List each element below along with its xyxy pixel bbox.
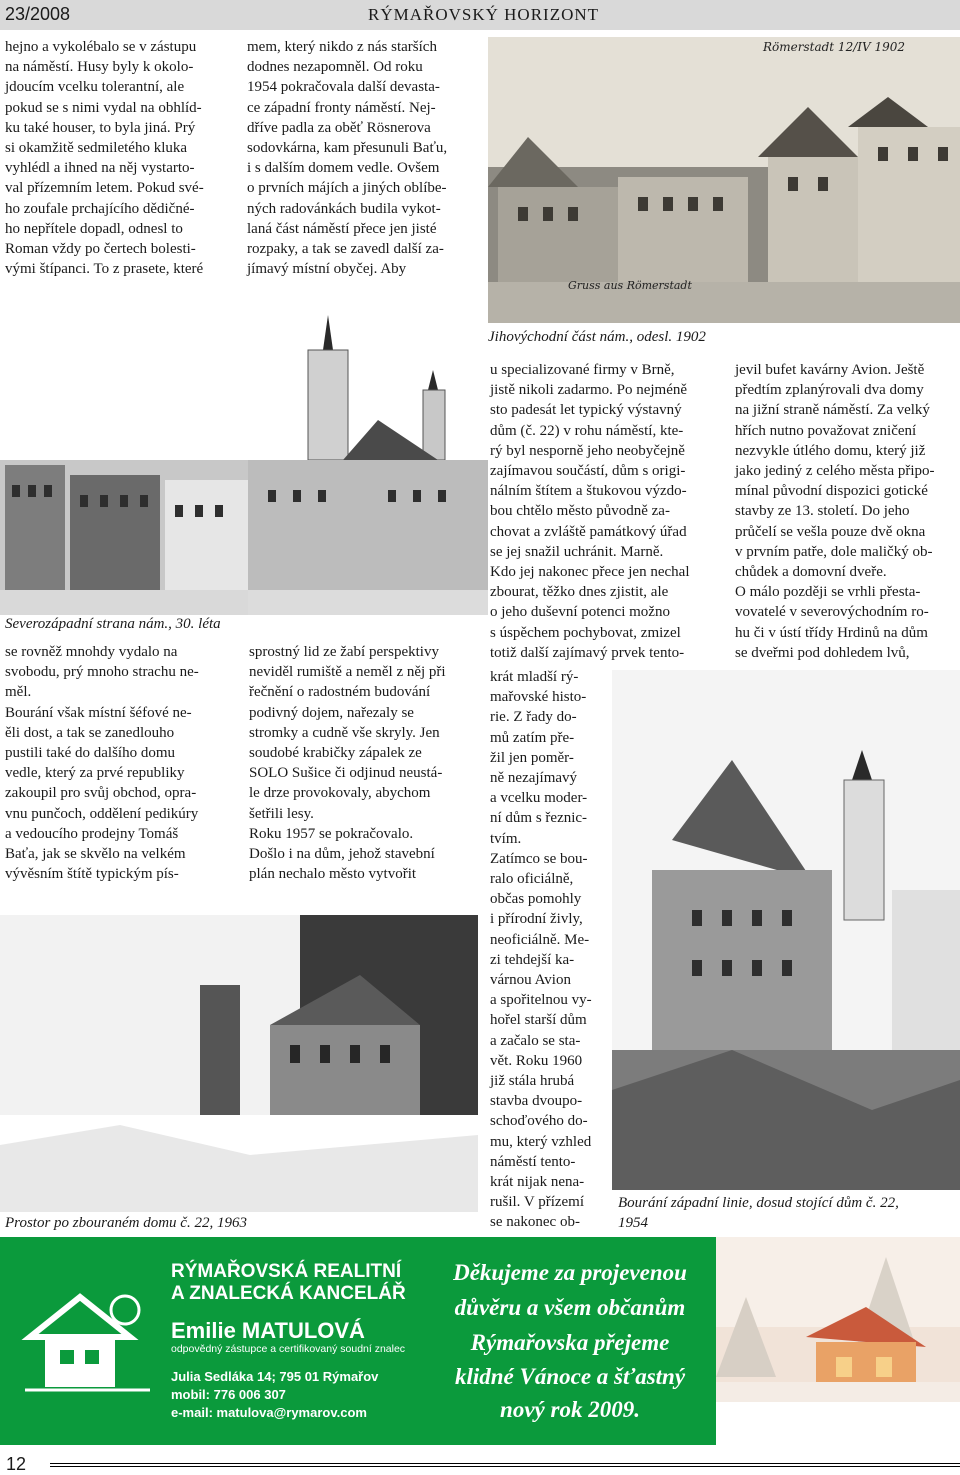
text-column-6: jevil bufet kavárny Avion. Ještě předtím zplanýrovali dva domy na jižní straně náměstí. Za velký hřích nutno považovat zničení nezvykle útlého domu, který již jako jediný z celého města připo- mínal původní dispozici gotické stavby ze 13. století. Do jeho průčelí se vešla pouze dvě okna v prvním patře, dole maličký ob- chůdek a domovní dveře. O málo později se vrhli přesta- vovatelé v severovýchodním ro- hu či v ústí třídy Hrdinů na dům se dveřmi pod dohledem lvů, xyxy=(735,362,935,661)
footer-rule-top xyxy=(50,1463,960,1464)
page-header xyxy=(0,0,960,30)
ad-address: Julia Sedláka 14; 795 01 Rýmařov xyxy=(171,1369,379,1384)
church-photo xyxy=(248,310,488,615)
ad-title-line2: A ZNALECKÁ KANCELÁŘ xyxy=(171,1283,406,1304)
postcard-photo xyxy=(488,37,960,323)
ad-email: e-mail: matulova@rymarov.com xyxy=(171,1405,367,1420)
caption-postcard: Jihovýchodní část nám., odesl. 1902 xyxy=(488,329,706,345)
greeting-line-5: nový rok 2009. xyxy=(500,1397,640,1422)
text-column-2: mem, který nikdo z nás starších dodnes nezapomněl. Od roku 1954 pokračovala další devasta- ce západní fronty náměstí. Nej- dříve padla za oběť Rösnerova sodovkárna, kam přesunuli Baťu, i s dalším domem vedle. Ovšem o prvních májích a jiných oblíbe- ných radovánkách budila vykot- laná část náměstí přece jen jisté rozpaky, a tak se zavedl další za- jímavý místní obyčej. Aby xyxy=(247,39,448,278)
ad-person-name: Emilie MATULOVÁ xyxy=(171,1318,365,1343)
caption-northwest: Severozápadní strana nám., 30. léta xyxy=(5,616,221,632)
postcard-date: Römerstadt 12/IV 1902 xyxy=(763,40,906,54)
text-column-4: sprostný lid ze žabí perspektivy neviděl rumiště a neměl z něj při řečnění o radostném budování podivný dojem, nařezaly se stromky a cudně vše skryly. Jen soudobé krabičky zápalek ze SOLO Sušice či odjinud neustá- le drze provokovaly, abychom šetřili lesy. Roku 1957 se pokračovalo. Došlo i na dům, jehož stavební plán nechalo město vytvořit xyxy=(249,644,446,883)
greeting-line-2: důvěru a všem občanům xyxy=(454,1295,686,1320)
page-number: 12 xyxy=(6,1454,27,1474)
magazine-title: RÝMAŘOVSKÝ HORIZONT xyxy=(368,5,600,24)
ad-subtitle: odpovědný zástupce a certifikovaný soudní znalec xyxy=(171,1343,406,1355)
postcard-greeting: Gruss aus Römerstadt xyxy=(568,279,692,292)
ad-phone: mobil: 776 006 307 xyxy=(171,1387,286,1402)
christmas-illustration xyxy=(716,1237,960,1445)
greeting-line-3: Rýmařovska přejeme xyxy=(470,1330,670,1355)
ad-title-line1: RÝMAŘOVSKÁ REALITNÍ xyxy=(171,1261,402,1282)
west-line-photo xyxy=(612,670,960,1190)
caption-west-line: Bourání západní linie, dosud stojící dům č. 22, 1954 xyxy=(618,1195,899,1231)
caption-demolition: Prostor po zbouraném domu č. 22, 1963 xyxy=(5,1215,247,1231)
text-column-5: u specializované firmy v Brně, jistě nikoli zadarmo. Po nejméně sto padesát let typický výstavný dům (č. 22) v rohu náměstí, kte- rý byl nesporně jeho neobyčejně zajímavou součástí, dům s origi- nálním štítem a štukovou výzdo- bou chtělo město původně za- chovat a zvláště památkový úřad se jej snažil uchránit. Marně. Kdo jej nakonec přece jen nechal zbourat, těžko dnes zjistit, ale o jeho duševní potenci možno s úspěchem pochybovat, zmizel totiž další zajímavý prvek tento- xyxy=(490,362,690,661)
greeting-line-1: Děkujeme za projevenou xyxy=(453,1260,687,1285)
text-column-1: hejno a vykolébalo se v zástupu na náměstí. Husy byly k okolo- jdoucím vcelku tolerantní, ale pokud se s nimi vydal na obhlíd- ku také houser, to byla jiná. Prý si okamžitě sedmiletého kluka vyhlédl a ihned na něj vystarto- val přízemním letem. Pokud své- ho zoufale prchajícího dědičné- ho nepřítele dopadl, odnesl to Roman vždy po čertech bolesti- vými štípanci. To z prasete, které xyxy=(5,39,204,278)
greeting-line-4: klidné Vánoce a šťastný xyxy=(454,1364,686,1389)
house-icon xyxy=(20,1282,155,1402)
text-column-3: se rovněž mnohdy vydalo na svobodu, prý mnoho strachu ne- měl. Bourání však místní šéfové ne- ěli dost, a tak se zanedlouho pustili také do dalšího domu vedle, který za prvé republiky zakoupil pro svůj obchod, opra- vnu punčoch, oddělení pedikúry a vedoucího prodejny Tomáš Baťa, jak se skvělo na velkém vývěsním štítě typickým pís- xyxy=(5,644,199,883)
text-column-5-continued: krát mladší rý- mařovské histo- rie. Z řady do- mů zatím pře- žil jen poměr- ně nezajímavý a vcelku moder- ní dům s řeznic- tvím. Zatímco se bou- ralo oficiálně, občas pomohly i přírodní živly, neoficiálně. Me- zi tehdejší ka- várnou Avion a spořitelnou vy- hořel starší dům a začalo se sta- vět. Roku 1960 již stála hrubá stavba dvoupo- schoďového do- mu, který vzhled náměstí tento- krát nijak nena- rušil. V přízemí se nakonec ob- xyxy=(490,669,592,1231)
issue-number: 23/2008 xyxy=(5,4,71,24)
northwest-photo xyxy=(0,310,248,615)
demolition-photo xyxy=(0,915,478,1212)
footer-rule-bottom xyxy=(50,1466,960,1467)
